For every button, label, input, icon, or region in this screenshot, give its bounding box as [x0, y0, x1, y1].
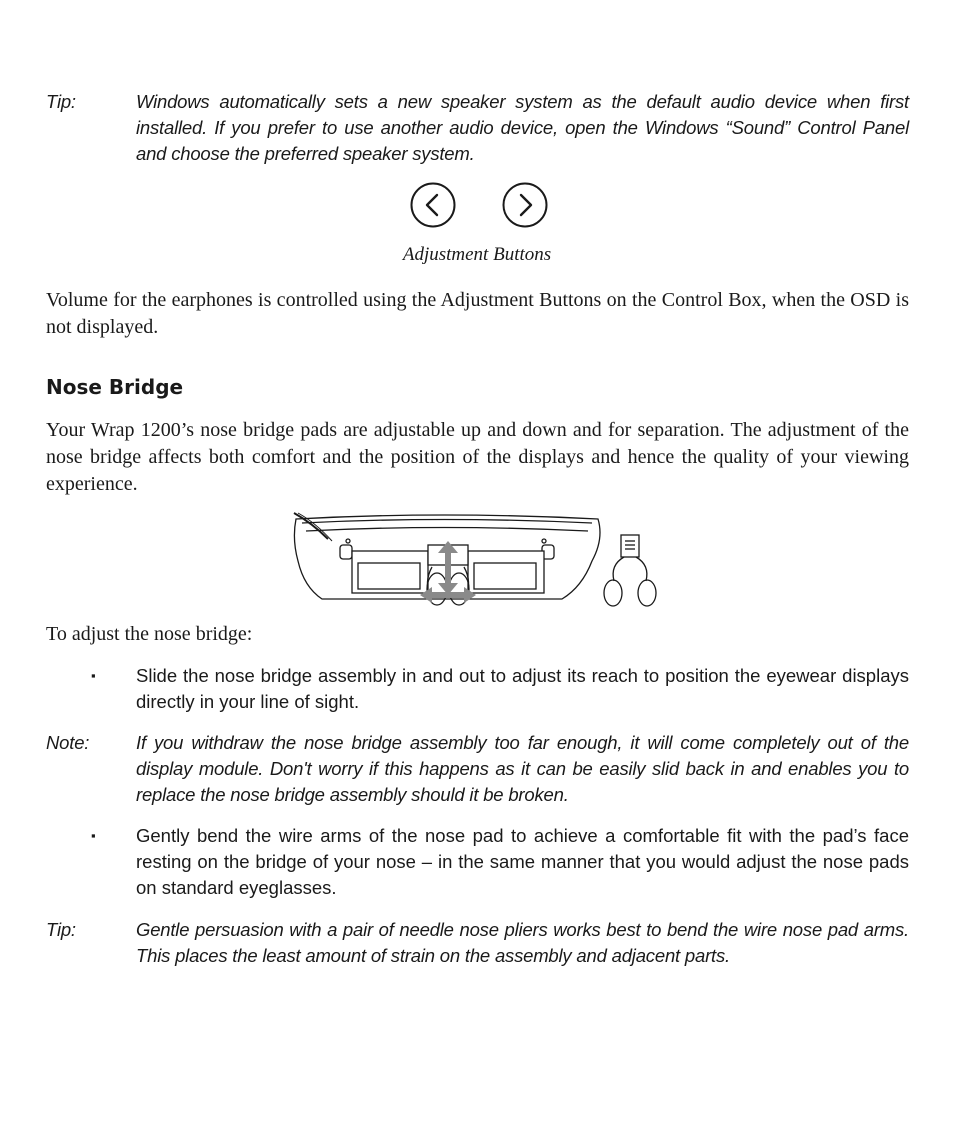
- list-item: [46, 663, 909, 715]
- note-label: Note:: [46, 732, 90, 753]
- note-nose-bridge: [46, 730, 909, 808]
- volume-paragraph: Volume for the earphones is controlled using the Adjustment Buttons on the Control Box, when the OSD is not displayed.: [46, 289, 909, 338]
- chevron-right-icon: [502, 182, 548, 228]
- tip-windows-audio: [46, 89, 909, 167]
- tip-needle-nose-pliers: [46, 917, 909, 969]
- adjustment-buttons-caption: Adjustment Buttons: [402, 244, 552, 265]
- tip-text: Gentle persuasion with a pair of needle nose pliers works best to bend the wire nose pad arms. This places the least amount of strain on the assembly and adjacent parts.: [136, 919, 909, 966]
- bullet-text: Slide the nose bridge assembly in and out to adjust its reach to position the eyewear displays directly in your line of sight.: [136, 665, 909, 712]
- nose-bridge-illustration: [292, 509, 660, 609]
- adjust-lead: To adjust the nose bridge:: [46, 623, 253, 645]
- list-item: [46, 823, 909, 901]
- bullet-marker: ▪: [91, 828, 96, 843]
- nose-bridge-intro: Your Wrap 1200’s nose bridge pads are adjustable up and down and for separation. The adjustment of the nose bridge affects both comfort and the position of the displays and hence the quality of your viewing experience.: [46, 419, 909, 495]
- tip-label: Tip:: [46, 919, 76, 940]
- tip-text: Windows automatically sets a new speaker system as the default audio device when first installed. If you prefer to use another audio device, open the Windows “Sound” Control Panel and choose the preferred speaker system.: [136, 91, 909, 164]
- section-heading-nose-bridge: Nose Bridge: [46, 375, 184, 399]
- bullet-text: Gently bend the wire arms of the nose pad to achieve a comfortable fit with the pad’s face resting on the bridge of your nose – in the same manner that you would adjust the nose pads on standard eyeglasses.: [136, 825, 909, 898]
- chevron-left-icon: [410, 182, 456, 228]
- note-text: If you withdraw the nose bridge assembly too far enough, it will come completely out of the display module. Don't worry if this happens as it can be easily slid back in and enables you to replace the nose bridge assembly should it be broken.: [136, 732, 909, 805]
- bullet-marker: ▪: [91, 668, 96, 683]
- tip-label: Tip:: [46, 91, 76, 112]
